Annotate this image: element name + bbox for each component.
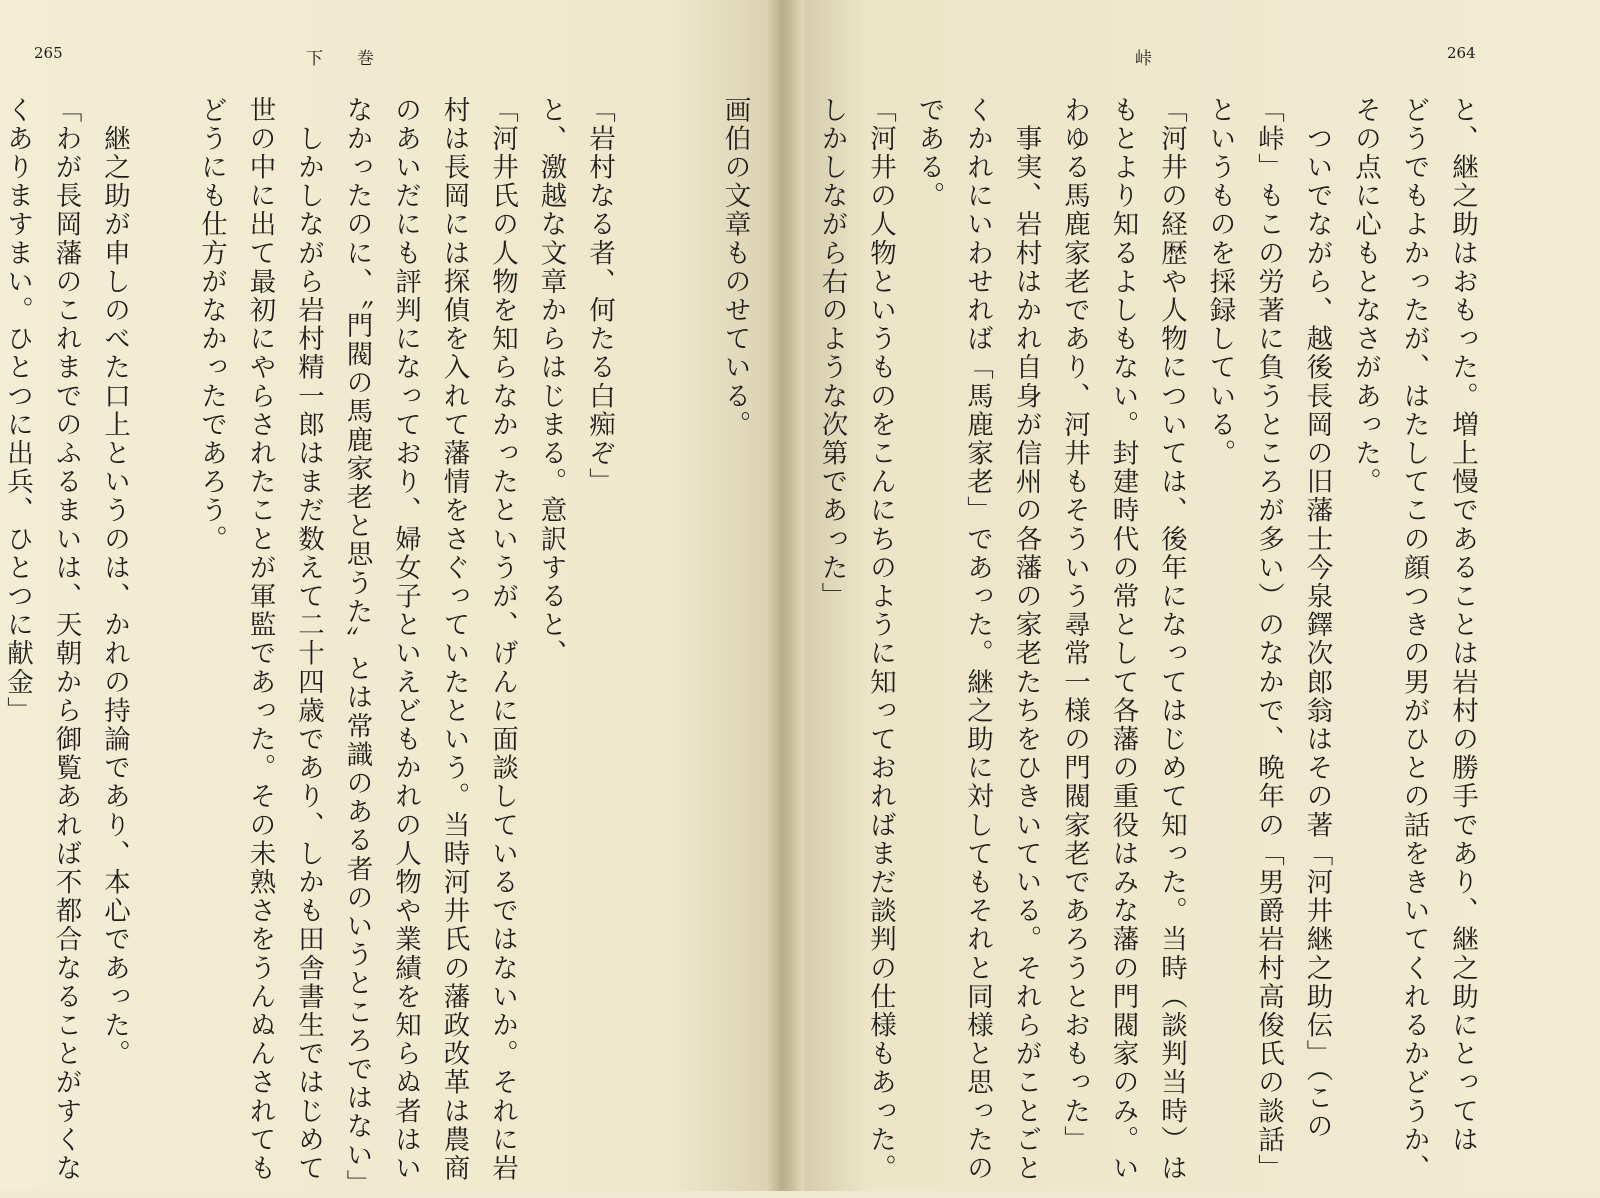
text-line: 「河井の経歴や人物については、後年になってはじめて知った。当時（談判当時）は [1156,96,1187,1183]
right-body-text [710,96,1486,1183]
text-line: と、継之助はおもった。増上慢であることは岩村の勝手であり、継之助にとっては [1447,96,1478,1155]
text-line: と、激越な文章からはじまる。意訳すると、 [535,96,567,668]
text-line: しかしながら右のような次第であった」 [816,96,848,611]
text-line: どうにも仕方がなかったであろう。 [196,96,227,554]
text-line: 事実、岩村はかれ自身が信州の各藩の家老たちをひきいている。それらがことごと [1010,96,1042,1183]
right-page [719,0,1600,1191]
right-running-head: 峠 [1135,49,1152,69]
text-line: 「河井氏の人物を知らなかったというが、げんに面談しているではないか。それに岩 [487,96,518,1183]
text-line: 継之助が申しのべた口上というのは、かれの持論であり、本心であった。 [99,96,130,1069]
text-line: 「岩村なる者、何たる白痴ぞ」 [584,96,615,497]
text-line: どうでもよかったが、はたしてこの顔つきの男がひとの話をきいてくれるかどうか、 [1398,96,1430,1183]
text-line: くかれにいわせれば「馬鹿家老」であった。継之助に対してもそれと同様と思ったの [962,96,993,1183]
text-line: もとより知るよしもない。封建時代の常として各藩の重役はみな藩の門閥家のみ。い [1107,96,1139,1183]
left-page-number: 265 [34,44,63,62]
left-body-text [0,96,623,1198]
text-line: である。 [913,96,945,211]
text-line: 村は長岡には探偵を入れて藩情をさぐっていたという。当時河井氏の藩政改革は農商 [438,96,470,1183]
text-line: わゆる馬鹿家老であり、河井もそういう尋常一様の門閥家老であろうとおもった」 [1059,96,1090,1155]
text-line: 「峠」もこの労著に負うところが多い）のなかで、晩年の「男爵岩村高俊氏の談話」 [1253,96,1284,1183]
left-running-head: 下 巻 [306,49,374,69]
text-line: のあいだにも評判になっており、婦女子といえどもかれの人物や業績を知らぬ者はい [390,96,421,1183]
text-line: 「わが長岡藩のこれまでのふるまいは、天朝から御覧あれば不都合なることがすくな [50,96,82,1183]
right-page-number: 264 [1447,44,1476,62]
text-line: ついでながら、越後長岡の旧藩士今泉鐸次郎翁はその著「河井継之助伝」（この [1301,96,1333,1141]
text-line: 画伯の文章ものせている。 [719,96,751,440]
text-line: というものを採録している。 [1204,96,1236,468]
text-line: なかったのに、〝門閥の馬鹿家老と思うた〟とは常識のある者のいうところではない」 [341,96,373,1198]
text-line: くありますまい。ひとつに出兵、ひとつに献金」 [2,96,33,726]
text-line: 「河井の人物というものをこんにちのように知っておればまだ談判の仕様もあった。 [865,96,896,1183]
book-gutter [768,0,804,1191]
text-line [138,96,187,1166]
left-page [0,0,783,1198]
text-line: 世の中に出て最初にやらされたことが軍監であった。その未熟さをうんぬんされても [244,96,276,1183]
text-line: しかしながら岩村精一郎はまだ数えて二十四歳であり、しかも田舎書生ではじめて [293,96,324,1183]
text-line: その点に心もとなさがあった。 [1350,96,1381,497]
